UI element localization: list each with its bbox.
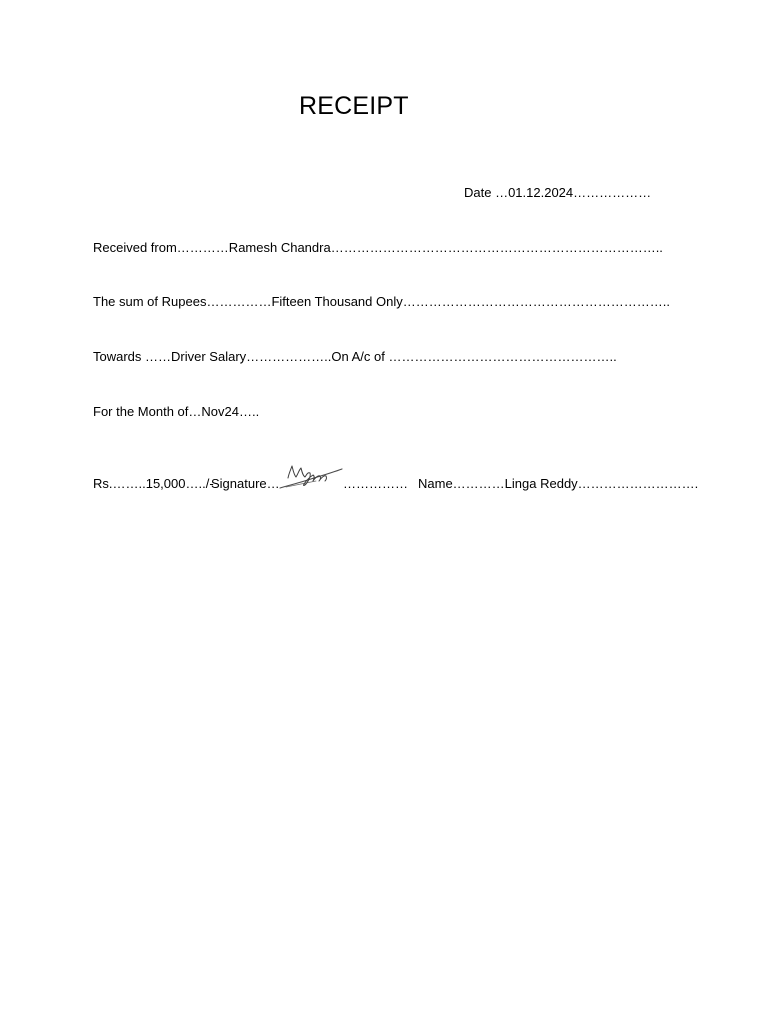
amount-signature-row [0, 456, 768, 496]
towards-line: Towards ……Driver Salary………………..On A/c of …………………………………………….. [93, 349, 617, 364]
received-from-line: Received from…………Ramesh Chandra………………………………………………………………….. [93, 240, 663, 255]
signature-label: Signature… [211, 476, 280, 491]
signature-image [278, 460, 344, 492]
sum-of-rupees-line: The sum of Rupees……………Fifteen Thousand Only…………………………………………………….. [93, 294, 670, 309]
signature-dots: …………… [343, 476, 408, 491]
receipt-title: RECEIPT [299, 92, 409, 120]
amount-text: Rs.……..15,000…../- [93, 476, 214, 491]
date-line: Date …01.12.2024……………… [464, 185, 652, 200]
month-line: For the Month of…Nov24….. [93, 404, 260, 419]
name-line: Name…………Linga Reddy………………………. [418, 476, 699, 491]
